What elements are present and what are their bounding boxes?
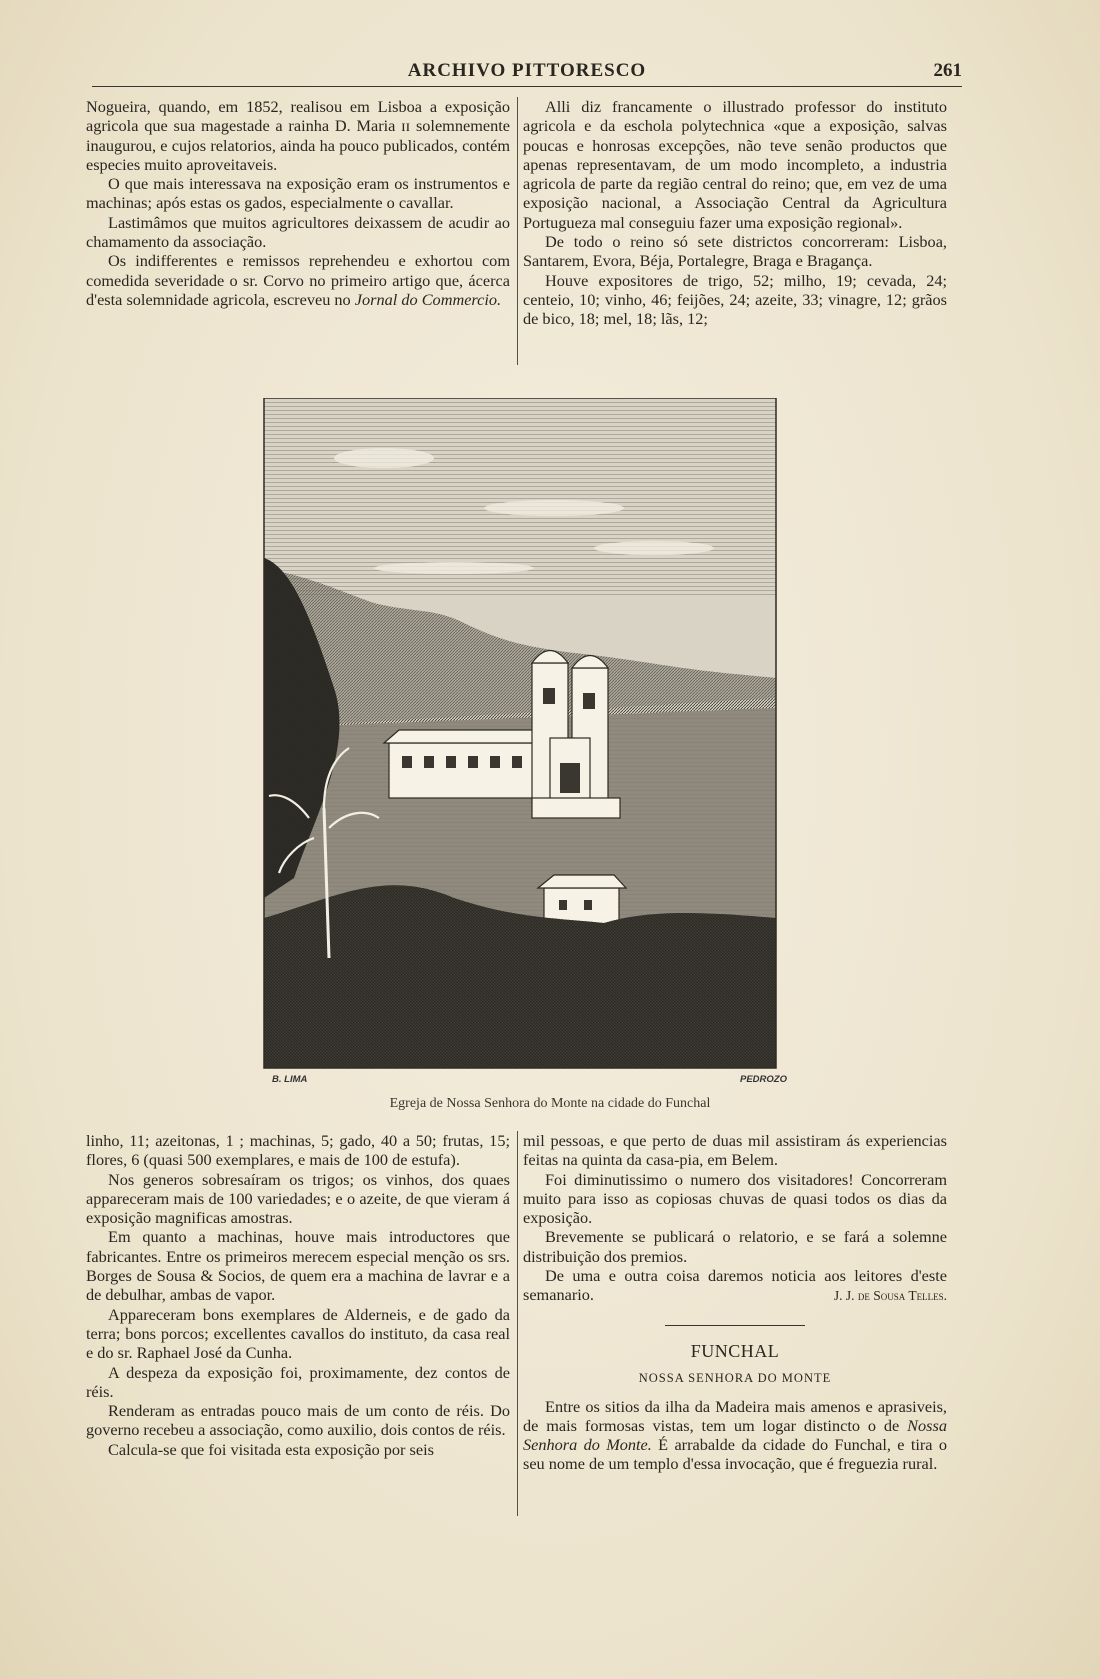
church-engraving	[254, 398, 778, 1074]
paragraph: mil pessoas, e que perto de duas mil assistiram ás experiencias feitas na quinta da casa-pia, em Belem.	[523, 1131, 947, 1170]
illustration-caption: Egreja de Nossa Senhora do Monte na cidade do Funchal	[389, 1096, 711, 1111]
engraver-credit-right: PEDROZO	[740, 1074, 787, 1085]
paragraph: Appareceram bons exemplares de Alderneis, e de gado da terra; bons porcos; excellentes cavallos do instituto, da casa real e do sr. Raphael José da Cunha.	[86, 1304, 510, 1363]
paragraph: Alli diz francamente o illustrado professor do instituto agricola e da eschola polytechnica «que a exposição, salvas poucas e honrosas excepções, não teve senão productos que apenas representavam, de um modo incompleto, a industria agricola de parte da região central do reino; que, em vez de uma exposição nacional, a Associação Central da Agricultura Portugueza mal conseguiu fazer uma exposição regional».	[523, 97, 947, 232]
paragraph: Nos generos sobresaíram os trigos; os vinhos, dos quaes appareceram mais de 100 variedades; e o azeite, de que vieram á exposição magnificas amostras.	[86, 1169, 510, 1228]
paragraph: Brevemente se publicará o relatorio, e se fará a solemne distribuição dos premios.	[523, 1227, 947, 1266]
paragraph: Houve expositores de trigo, 52; milho, 19; cevada, 24; centeio, 10; vinho, 46; feijões, 24; azeite, 33; vinagre, 12; grãos de bico, 18; mel, 18; lãs, 12;	[523, 270, 947, 329]
section-subtitle: NOSSA SENHORA DO MONTE	[638, 1371, 832, 1386]
left-column-top	[86, 97, 510, 309]
section-title: FUNCHAL	[690, 1340, 780, 1361]
paragraph: Renderam as entradas pouco mais de um conto de réis. Do governo recebeu a associação, como auxilio, dois contos de réis.	[86, 1401, 510, 1440]
paragraph: Lastimâmos que muitos agricultores deixassem de acudir ao chamamento da associação.	[86, 212, 510, 252]
engraver-credit-left: B. LIMA	[272, 1074, 308, 1085]
paragraph: Em quanto a machinas, houve mais introductores que fabricantes. Entre os primeiros merecem especial menção os srs. Borges de Sousa & Socios, de quem era a machina de lavrar e a de debulhar, ambas de vapor.	[86, 1227, 510, 1305]
right-column-top	[523, 97, 947, 329]
paragraph: linho, 11; azeitonas, 1 ; machinas, 5; gado, 40 a 50; frutas, 15; flores, 6 (quasi 500 exemplares, e mais de 100 de estufa).	[86, 1131, 510, 1170]
paragraph: A despeza da exposição foi, proximamente, dez contos de réis.	[86, 1362, 510, 1401]
paragraph: Nogueira, quando, em 1852, realisou em Lisboa a exposição agricola que sua magestade a rainha D. Maria ɪɪ solemnemente inaugurou, e cujos relatorios, ainda ha pouco publicados, contém especies muito aproveitaveis.	[86, 97, 510, 174]
place-name: Nossa Senhora do Monte.	[523, 1415, 947, 1455]
paragraph: De uma e outra coisa daremos noticia aos leitores d'este semanario.	[523, 1266, 947, 1305]
paragraph-text: Entre os sitios da ilha da Madeira mais amenos e aprasiveis, de mais formosas vistas, tem um logar distincto o de	[523, 1396, 947, 1435]
paragraph: Calcula-se que foi visitada esta exposição por seis	[108, 1439, 434, 1459]
column-divider	[517, 1131, 518, 1516]
author-signature: J. J. de Sousa Telles.	[833, 1287, 947, 1303]
paragraph: Foi diminutissimo o numero dos visitadores! Concorreram muito para isso as copiosas chuvas de quasi todos os dias da exposição.	[523, 1169, 947, 1228]
running-header	[92, 58, 962, 87]
section-divider	[665, 1325, 805, 1326]
page-number: 261	[933, 60, 962, 81]
left-column-bottom	[86, 1131, 510, 1459]
paragraph-text: É arrabalde da cidade do Funchal, e tira o seu nome de um templo d'essa invocação, que é freguezia rural.	[523, 1435, 947, 1474]
right-column-bottom	[523, 1131, 947, 1474]
paragraph: O que mais interessava na exposição eram os instrumentos e machinas; após estas os gados, especialmente o cavallar.	[86, 174, 510, 213]
column-divider	[517, 97, 518, 365]
paragraph	[86, 251, 510, 309]
newspaper-title: Jornal do Commercio.	[354, 289, 502, 309]
paragraph: De todo o reino só sete districtos concorreram: Lisboa, Santarem, Evora, Béja, Portalegre, Braga e Bragança.	[523, 232, 947, 271]
paragraph	[523, 1397, 947, 1474]
paragraph-text: Os indifferentes e remissos reprehendeu e exhortou com comedida severidade o sr. Corvo no primeiro artigo que, ácerca d'esta solemnidade agricola, escreveu no	[86, 251, 510, 309]
periodical-title: ARCHIVO PITTORESCO	[407, 60, 647, 81]
